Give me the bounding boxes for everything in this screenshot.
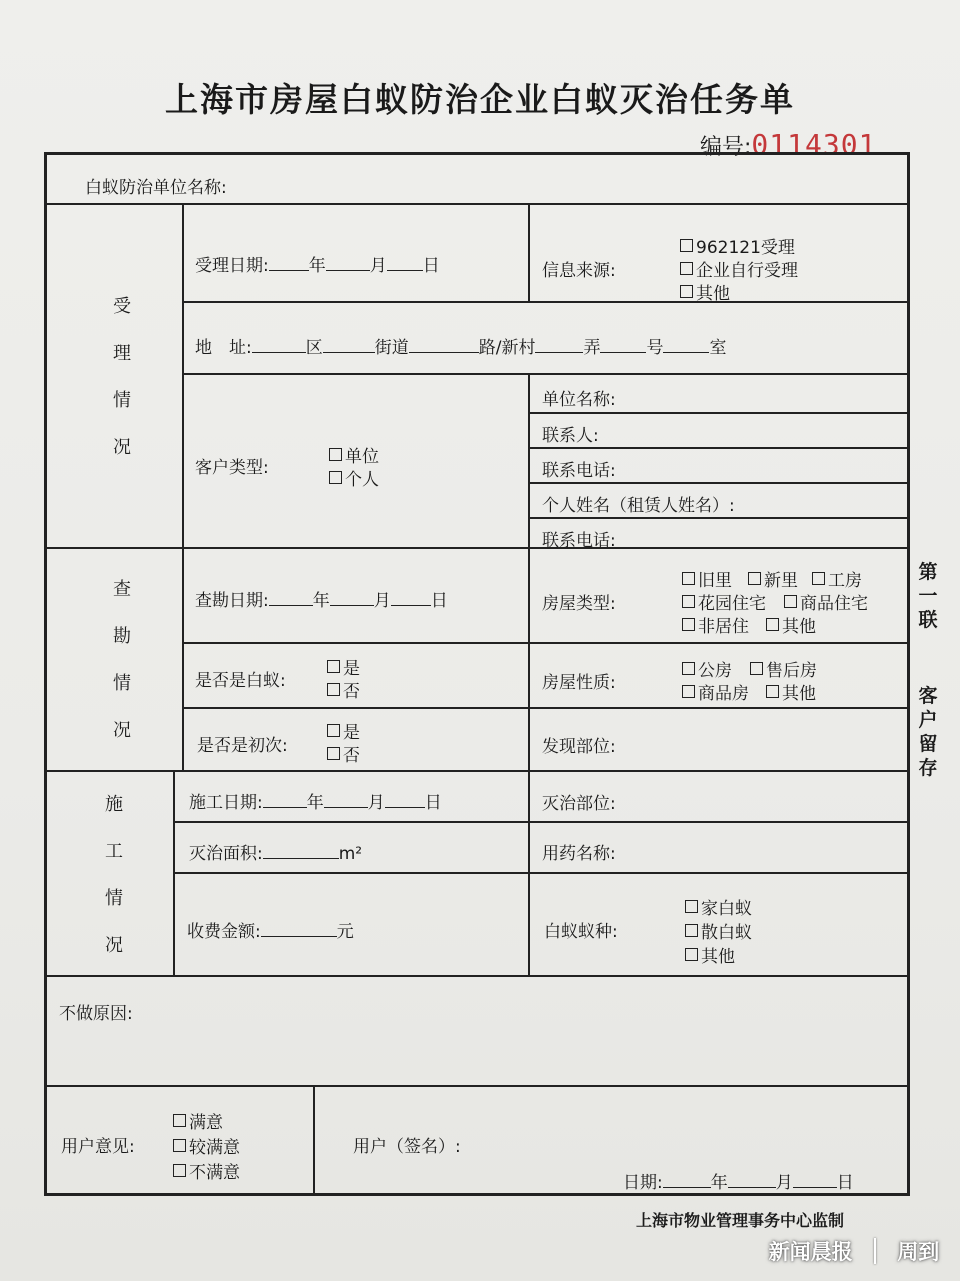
reason-field[interactable]: 不做原因:	[59, 1004, 133, 1024]
checkbox-icon	[682, 595, 695, 608]
survey-date-field[interactable]: 查勘日期: 年 月 日	[195, 591, 448, 611]
termite-species-label: 白蚁蚁种:	[544, 922, 618, 942]
customer-unit-checkbox[interactable]: 单位	[329, 442, 379, 467]
serial-value: 0114301	[751, 128, 877, 161]
construction-date-field[interactable]: 施工日期: 年 月 日	[189, 793, 442, 813]
found-location-field[interactable]: 发现部位:	[542, 737, 616, 757]
info-source-962121-checkbox[interactable]: 962121受理	[680, 233, 795, 258]
personal-phone-field[interactable]: 联系电话:	[542, 531, 616, 551]
house-nature-other-checkbox[interactable]: 其他	[766, 679, 816, 704]
sign-date-field[interactable]: 日期: 年 月 日	[623, 1173, 854, 1193]
form-title: 上海市房屋白蚁防治企业白蚁灭治任务单	[165, 80, 795, 119]
house-type-nonresidential-checkbox[interactable]: 非居住	[682, 612, 749, 637]
fee-field[interactable]: 收费金额: 元	[187, 922, 354, 942]
section-construction: 施 工 情 况	[105, 794, 123, 956]
checkbox-icon	[680, 262, 693, 275]
checkbox-icon	[327, 660, 340, 673]
house-nature-sold-checkbox[interactable]: 售后房	[750, 656, 817, 681]
house-type-other-checkbox[interactable]: 其他	[766, 612, 816, 637]
checkbox-icon	[173, 1164, 186, 1177]
customer-personal-checkbox[interactable]: 个人	[329, 465, 379, 490]
checkbox-icon	[327, 724, 340, 737]
treat-area-field[interactable]: 灭治面积: m²	[189, 844, 363, 864]
customer-type-label: 客户类型:	[195, 458, 269, 478]
medicine-name-field[interactable]: 用药名称:	[542, 844, 616, 864]
checkbox-icon	[766, 685, 779, 698]
species-house-checkbox[interactable]: 家白蚁	[685, 894, 752, 919]
info-source-label: 信息来源:	[542, 261, 616, 281]
copy-number-label: 第 一 联	[918, 561, 938, 631]
house-type-garden-checkbox[interactable]: 花园住宅	[682, 589, 766, 614]
company-name-label: 白蚁防治单位名称:	[85, 178, 227, 198]
unit-name-field[interactable]: 单位名称:	[542, 390, 616, 410]
house-type-old-checkbox[interactable]: 旧里	[682, 566, 732, 591]
checkbox-icon	[812, 572, 825, 585]
checkbox-icon	[329, 471, 342, 484]
house-nature-public-checkbox[interactable]: 公房	[682, 656, 732, 681]
watermark-right: 周到	[897, 1240, 940, 1264]
is-termite-no-checkbox[interactable]: 否	[327, 677, 360, 702]
checkbox-icon	[680, 239, 693, 252]
checkbox-icon	[750, 662, 763, 675]
checkbox-icon	[685, 948, 698, 961]
checkbox-icon	[682, 662, 695, 675]
house-type-label: 房屋类型:	[542, 594, 616, 614]
checkbox-icon	[327, 747, 340, 760]
checkbox-icon	[173, 1139, 186, 1152]
task-form-table	[44, 152, 910, 1196]
species-scatter-checkbox[interactable]: 散白蚁	[685, 918, 752, 943]
house-type-new-checkbox[interactable]: 新里	[748, 566, 798, 591]
opinion-satisfied-checkbox[interactable]: 满意	[173, 1108, 223, 1133]
copy-note-label: 客 户 留 存	[918, 685, 938, 779]
is-first-yes-checkbox[interactable]: 是	[327, 718, 360, 743]
serial-label: 编号:	[700, 135, 752, 160]
house-type-worker-checkbox[interactable]: 工房	[812, 566, 862, 591]
opinion-fairly-satisfied-checkbox[interactable]: 较满意	[173, 1133, 240, 1158]
checkbox-icon	[173, 1114, 186, 1127]
watermark-divider	[874, 1238, 876, 1264]
watermark	[758, 1232, 950, 1270]
contact-phone-field[interactable]: 联系电话:	[542, 461, 616, 481]
checkbox-icon	[766, 618, 779, 631]
is-first-label: 是否是初次:	[197, 736, 288, 756]
treat-location-field[interactable]: 灭治部位:	[542, 794, 616, 814]
contact-person-field[interactable]: 联系人:	[542, 426, 599, 446]
accept-date-field[interactable]: 受理日期: 年 月 日	[195, 256, 440, 276]
checkbox-icon	[682, 572, 695, 585]
info-source-self-checkbox[interactable]: 企业自行受理	[680, 256, 798, 281]
user-signature-field[interactable]: 用户（签名）:	[353, 1137, 461, 1157]
checkbox-icon	[784, 595, 797, 608]
opinion-unsatisfied-checkbox[interactable]: 不满意	[173, 1158, 240, 1183]
house-nature-label: 房屋性质:	[542, 673, 616, 693]
species-other-checkbox[interactable]: 其他	[685, 942, 735, 967]
checkbox-icon	[682, 618, 695, 631]
checkbox-icon	[748, 572, 761, 585]
is-first-no-checkbox[interactable]: 否	[327, 741, 360, 766]
checkbox-icon	[685, 900, 698, 913]
house-type-commercial-checkbox[interactable]: 商品住宅	[784, 589, 868, 614]
checkbox-icon	[680, 285, 693, 298]
house-nature-commercial-checkbox[interactable]: 商品房	[682, 679, 749, 704]
checkbox-icon	[682, 685, 695, 698]
personal-name-field[interactable]: 个人姓名（租赁人姓名）:	[542, 496, 735, 516]
info-source-other-checkbox[interactable]: 其他	[680, 279, 730, 304]
is-termite-yes-checkbox[interactable]: 是	[327, 654, 360, 679]
user-opinion-label: 用户意见:	[61, 1137, 135, 1157]
checkbox-icon	[685, 924, 698, 937]
address-field[interactable]: 地 址: 区 街道 路/新村 弄 号 室	[195, 338, 727, 358]
checkbox-icon	[327, 683, 340, 696]
is-termite-label: 是否是白蚁:	[195, 671, 286, 691]
section-survey: 查 勘 情 况	[113, 579, 131, 741]
footer-supervisor: 上海市物业管理事务中心监制	[636, 1211, 845, 1230]
section-receive: 受 理 情 况	[113, 296, 131, 458]
checkbox-icon	[329, 448, 342, 461]
watermark-left: 新闻晨报	[768, 1240, 853, 1264]
